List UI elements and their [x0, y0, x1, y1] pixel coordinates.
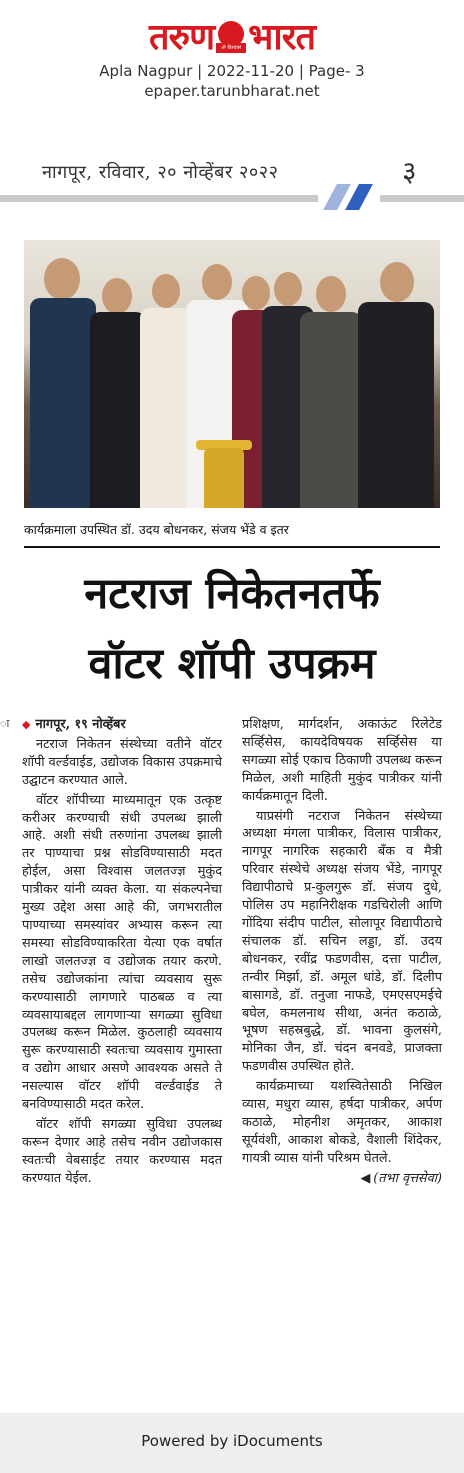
- paragraph: वॉटर शॉपी सगळ्या सुविधा उपलब्ध करून देणार आहे तसेच नवीन उद्योजकास स्वतःची वेबसाईट तयार करण्यास मदत करण्यात येईल.: [22, 1116, 222, 1186]
- page-date: नागपूर, रविवार, २० नोव्हेंबर २०२२: [42, 162, 279, 183]
- event-photo: [24, 240, 440, 508]
- powered-by-link[interactable]: Powered by iDocuments: [141, 1432, 323, 1450]
- header-rule-right: [380, 195, 464, 202]
- logo-tagline: ॐ विश्वासं: [216, 43, 246, 53]
- header-rule-left: [0, 195, 318, 202]
- paragraph: वॉटर शॉपीच्या माध्यमातून एक उत्कृष्ट करीअर करण्याची संधी उपलब्ध झाली आहे. अशी संधी तरुणांना उपलब्ध झाली तर पाण्याचा प्रश्न सोडविण्यासाठी मदत होईल, असा विश्वास जलतज्ज्ञ मुकुंद पात्रीकर यांनी व्यक्त केला. या संकल्पनेचा मुख्य उद्देश असा आहे की, जगभरातील पाण्याच्या समस्यांवर अभ्यास करून त्या समस्या सोडविण्याकरिता येत्या एक वर्षात लाखो जलतज्ज्ञ व उद्योजक तयार करणे. तसेच उद्योजकांना त्यांचा व्यवसाय सुरू करण्यासाठी लागणारे पाठबळ व त्या व्यवसायाबद्दल लागणाऱ्या सगळ्या सुविधा उपलब्ध करून मिळेल. कुठलाही व्यवसाय सुरू करण्यासाठी स्वतःचा व्यवसाय गुमास्ता व उद्योग आधार असणे आवश्यक असते ते नसल्यास वॉटर शॉपी वर्ल्डवाईड ते बनविण्यासाठी मदत करेल.: [22, 792, 222, 1113]
- paragraph: प्रशिक्षण, मार्गदर्शन, अकाऊंट रिलेटेड सर्व्हिसेस, कायदेविषयक सर्व्हिसेस या सगळ्या सोई एकाच ठिकाणी उपलब्ध करून मिळेल, अशी माहिती मुकुंद पात्रीकर यांनी कार्यक्रमातून दिली.: [242, 717, 442, 804]
- adjacent-column-fragment: ा: [0, 717, 10, 730]
- photo-caption: कार्यक्रमाला उपस्थित डॉ. उदय बोधनकर, संजय भेंडे व इतर: [24, 522, 289, 537]
- article-column-1: [22, 716, 222, 1190]
- news-credit: ◀ (तभा वृत्तसेवा): [360, 1170, 442, 1186]
- site-url[interactable]: epaper.tarunbharat.net: [144, 82, 320, 100]
- triangle-marker-icon: ◀: [360, 1170, 371, 1186]
- logo-word-left: तरुण: [149, 17, 215, 58]
- headline-line-2: वॉटर शॉपी उपक्रम: [88, 639, 376, 689]
- logo-word-right: भारत: [248, 17, 315, 58]
- headline-line-1: नटराज निकेतनतर्फे: [84, 569, 380, 619]
- paragraph: कार्यक्रमाच्या यशस्वितेसाठी निखिल व्यास, मधुरा व्यास, हर्षदा पात्रीकर, अर्पण कठाळे, मोहनीश अमृतकर, आकाश सूर्यवंशी, आकाश बोकडे, वैशाली शिंदेकर, गायत्री व्यास यांनी परिश्रम घेतले.: [242, 1079, 442, 1166]
- edition-line: Apla Nagpur | 2022-11-20 | Page- 3: [99, 62, 365, 80]
- paragraph: नटराज निकेतन संस्थेच्या वतीने वॉटर शॉपी वर्ल्डवाईड, उद्योजक विकास उपक्रमाचे उद्घाटन करण्यात आले.: [22, 736, 222, 788]
- slash-decoration-dark: [345, 184, 373, 210]
- article-column-2: [242, 716, 442, 1188]
- logo-emblem-icon: [216, 19, 246, 57]
- page-number: ३: [402, 155, 417, 188]
- article-dateline: [22, 716, 222, 734]
- caption-rule: [24, 546, 440, 548]
- diamond-bullet-icon: ◆: [22, 718, 31, 731]
- dateline-text: नागपूर, १९ नोव्हेंबर: [35, 717, 126, 732]
- paragraph: याप्रसंगी नटराज निकेतन संस्थेच्या अध्यक्षा मंगला पात्रीकर, विलास पात्रीकर, नागपूर नागरिक सहकारी बँक व मैत्री परिवार संस्थेचे अध्यक्ष संजय भेंडे, नागपूर विद्यापीठाचे प्र-कुलगुरू डॉ. संजय दुधे, पोलिस उप महानिरीक्षक गडचिरोली आणि गोंदिया संदीप पाटील, सोलापूर विद्यापीठाचे संचालक डॉ. सचिन लड्डा, डॉ. उदय बोधनकर, रवींद्र फडणवीस, दत्ता पाटील, तन्वीर मिर्झा, डॉ. अमूल धांडे, डॉ. दिलीप बासागडे, डॉ. तनुजा नाफडे, एमएसएमईचे बघेल, कमलनाथ सीथा, अनंत कठाळे, भूषण सहस्रबुद्धे, डॉ. भावना कुलसंगे, मोनिका जैन, डॉ. चंदन बनवडे, प्राजक्ता फडणवीस उपस्थित होते.: [242, 808, 442, 1075]
- tarun-bharat-logo: [104, 16, 360, 60]
